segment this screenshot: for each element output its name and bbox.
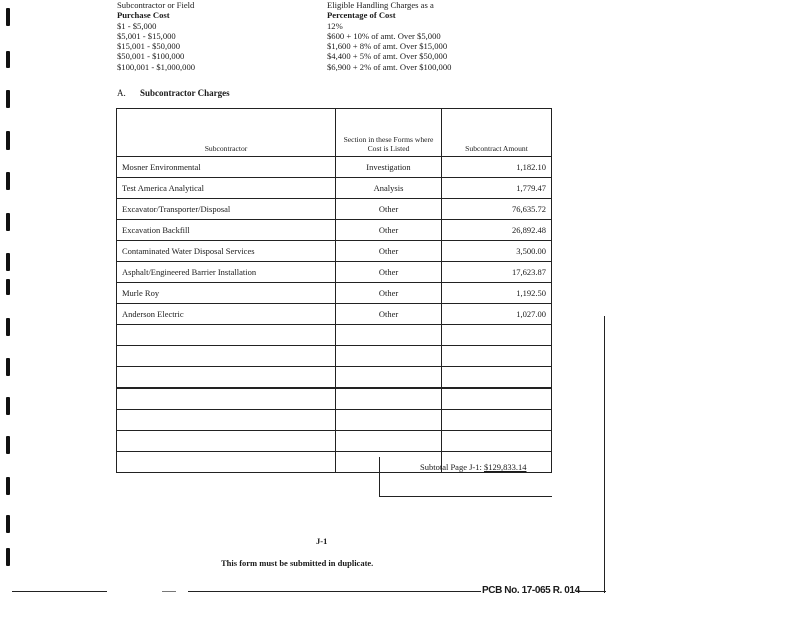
footer-rule [162,591,176,592]
handling-charge-rate: $1,600 + 8% of amt. Over $15,000 [327,41,448,52]
subcontractor-name: Mosner Environmental [117,157,336,178]
duplicate-note: This form must be submitted in duplicate. [221,558,374,568]
binder-mark [6,358,10,376]
cost-section: Other [336,220,442,241]
amount-column-header: Subcontract Amount [442,109,552,157]
handling-charge-rate: $6,900 + 2% of amt. Over $100,000 [327,61,452,72]
subcontractor-name: Contaminated Water Disposal Services [117,241,336,262]
subcontractor-name [117,325,336,346]
footer-rule [12,591,107,592]
handling-charge-column [327,0,451,72]
cost-section: Investigation [336,157,442,178]
binder-mark [6,397,10,415]
cost-section: Other [336,304,442,325]
section-letter: A. [117,88,126,98]
purchase-cost-range: $15,001 - $50,000 [117,41,181,52]
handling-charge-rate: 12% [327,20,343,31]
subcontract-amount [442,325,552,346]
subcontractor-name: Murle Roy [117,283,336,304]
table-row [117,431,552,452]
cost-section [336,325,442,346]
binder-mark [6,90,10,108]
section-heading [117,88,230,98]
purchase-cost-header-line-2: Purchase Cost [117,10,170,21]
subcontractor-name [117,346,336,367]
table-row [117,262,552,283]
binder-mark [6,548,10,566]
subcontractor-name: Excavation Backfill [117,220,336,241]
handling-charge-rate: $4,400 + 5% of amt. Over $50,000 [327,51,448,62]
subcontract-amount [442,367,552,389]
binder-mark [6,172,10,190]
cost-section [336,367,442,389]
table-row [117,367,552,389]
table-row [117,304,552,325]
subcontractor-name [117,410,336,431]
subcontractor-name [117,367,336,389]
table-row [117,346,552,367]
purchase-cost-range: $5,001 - $15,000 [117,30,176,41]
table-row [117,325,552,346]
purchase-cost-range: $50,001 - $100,000 [117,51,185,62]
subcontract-amount: 26,892.48 [442,220,552,241]
cost-section [336,431,442,452]
footer-rule [188,591,481,592]
subcontractor-name [117,431,336,452]
section-column-header: Section in these Forms where Cost is Listed [336,109,442,157]
cost-section: Other [336,199,442,220]
subtotal-line [420,462,526,472]
binder-mark [6,213,10,231]
table-row [117,388,552,410]
subtotal-value: $129,833.14 [483,462,527,472]
page-number: J-1 [316,536,328,546]
binder-mark [6,515,10,533]
binder-marks [0,0,20,618]
page-edge-line [604,316,605,593]
subcontractor-name: Test America Analytical [117,178,336,199]
subcontract-amount [442,388,552,410]
table-row [117,410,552,431]
purchase-cost-header-line-1: Subcontractor or Field [117,0,195,10]
subcontractor-name: Excavator/Transporter/Disposal [117,199,336,220]
purchase-cost-range: $1 - $5,000 [117,20,157,31]
subcontractor-table [116,108,552,473]
subcontractor-name [117,452,336,473]
binder-mark [6,279,10,295]
subcontract-amount: 3,500.00 [442,241,552,262]
section-title: Subcontractor Charges [140,88,230,98]
binder-mark [6,318,10,336]
subcontractor-column-header: Subcontractor [117,109,336,157]
table-header-row [117,109,552,157]
subcontract-amount [442,346,552,367]
binder-mark [6,436,10,454]
cost-section [336,410,442,431]
subcontract-amount [442,431,552,452]
binder-mark [6,131,10,150]
table-row [117,220,552,241]
cost-section: Analysis [336,178,442,199]
subcontract-amount: 1,027.00 [442,304,552,325]
binder-mark [6,8,10,26]
cost-section: Other [336,283,442,304]
subcontractor-name [117,388,336,410]
table-row [117,178,552,199]
footer-rule [576,591,606,592]
pcb-stamp: PCB No. 17-065 R. 014 [482,585,580,596]
subcontractor-name: Anderson Electric [117,304,336,325]
table-row [117,199,552,220]
handling-charge-header-line-2: Percentage of Cost [327,10,396,21]
subcontract-amount: 1,779.47 [442,178,552,199]
handling-charge-header-line-1: Eligible Handling Charges as a [327,0,434,10]
handling-charge-rate: $600 + 10% of amt. Over $5,000 [327,30,441,41]
table-row [117,241,552,262]
subcontract-amount: 1,192.50 [442,283,552,304]
purchase-cost-column [117,0,195,72]
binder-mark [6,253,10,271]
subcontract-amount: 76,635.72 [442,199,552,220]
subcontract-amount: 1,182.10 [442,157,552,178]
table-row [117,157,552,178]
subcontractor-name: Asphalt/Engineered Barrier Installation [117,262,336,283]
subcontract-amount [442,410,552,431]
cost-section: Other [336,241,442,262]
subcontract-amount: 17,623.87 [442,262,552,283]
binder-mark [6,51,10,68]
cost-section [336,346,442,367]
table-row [117,283,552,304]
purchase-cost-range: $100,001 - $1,000,000 [117,61,196,72]
binder-mark [6,477,10,495]
subtotal-label: Subtotal Page J-1: [420,462,482,472]
cost-section: Other [336,262,442,283]
cost-section [336,388,442,410]
